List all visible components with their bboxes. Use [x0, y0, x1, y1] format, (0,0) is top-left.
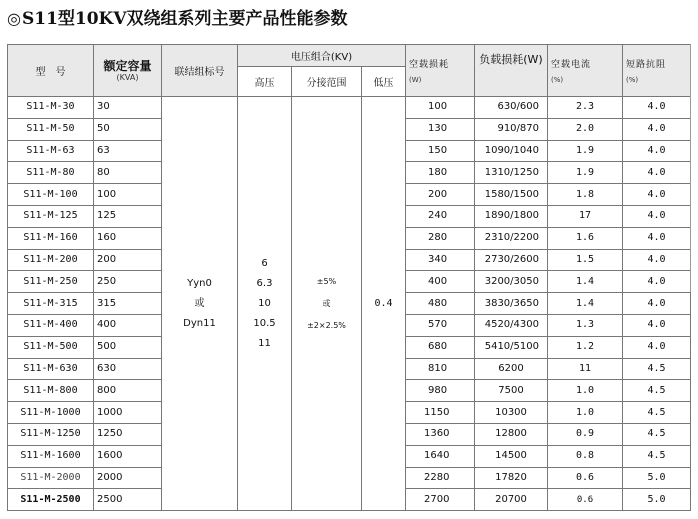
cell-load-loss: 5410/5100 — [475, 336, 548, 358]
cell-impedance: 5.0 — [623, 467, 691, 489]
cell-capacity: 1600 — [94, 445, 162, 467]
cell-capacity: 160 — [94, 227, 162, 249]
cell-impedance: 4.5 — [623, 445, 691, 467]
cell-no-load-loss: 200 — [406, 184, 475, 206]
header-tap-range: 分接范围 — [292, 67, 362, 97]
header-hv: 高压 — [238, 67, 292, 97]
cell-model: S11-M-160 — [8, 227, 94, 249]
cell-no-load-current: 1.5 — [548, 249, 623, 271]
cell-impedance: 4.0 — [623, 97, 691, 119]
cell-load-loss: 4520/4300 — [475, 314, 548, 336]
cell-capacity: 1250 — [94, 423, 162, 445]
cell-no-load-current: 1.9 — [548, 162, 623, 184]
cell-no-load-current: 1.6 — [548, 227, 623, 249]
cell-impedance: 4.0 — [623, 336, 691, 358]
cell-model: S11-M-1000 — [8, 402, 94, 424]
cell-model: S11-M-1250 — [8, 423, 94, 445]
cell-no-load-current: 17 — [548, 205, 623, 227]
cell-no-load-loss: 2280 — [406, 467, 475, 489]
cell-impedance: 4.5 — [623, 423, 691, 445]
cell-impedance: 4.5 — [623, 358, 691, 380]
cell-no-load-loss: 130 — [406, 118, 475, 140]
cell-no-load-current: 1.0 — [548, 380, 623, 402]
cell-no-load-current: 1.0 — [548, 402, 623, 424]
cell-capacity: 1000 — [94, 402, 162, 424]
title-text: S11型10KV双绕组系列主要产品性能参数 — [21, 9, 348, 29]
cell-no-load-loss: 100 — [406, 97, 475, 119]
cell-no-load-loss: 150 — [406, 140, 475, 162]
cell-load-loss: 1090/1040 — [475, 140, 548, 162]
cell-model: S11-M-315 — [8, 293, 94, 315]
cell-impedance: 4.0 — [623, 162, 691, 184]
cell-model: S11-M-500 — [8, 336, 94, 358]
cell-capacity: 2000 — [94, 467, 162, 489]
cell-model: S11-M-2500 — [8, 489, 94, 511]
cell-capacity: 500 — [94, 336, 162, 358]
cell-lv: 0.4 — [362, 97, 406, 511]
cell-no-load-current: 1.4 — [548, 293, 623, 315]
cell-no-load-loss: 680 — [406, 336, 475, 358]
cell-model: S11-M-1600 — [8, 445, 94, 467]
cell-capacity: 630 — [94, 358, 162, 380]
header-capacity: 额定容量 (KVA) — [94, 45, 162, 97]
header-lv: 低压 — [362, 67, 406, 97]
cell-no-load-loss: 1640 — [406, 445, 475, 467]
cell-no-load-current: 1.9 — [548, 140, 623, 162]
cell-load-loss: 12800 — [475, 423, 548, 445]
cell-capacity: 125 — [94, 205, 162, 227]
cell-impedance: 4.0 — [623, 227, 691, 249]
cell-no-load-current: 11 — [548, 358, 623, 380]
cell-no-load-loss: 980 — [406, 380, 475, 402]
cell-model: S11-M-2000 — [8, 467, 94, 489]
cell-impedance: 4.0 — [623, 314, 691, 336]
cell-capacity: 400 — [94, 314, 162, 336]
cell-load-loss: 17820 — [475, 467, 548, 489]
cell-load-loss: 2310/2200 — [475, 227, 548, 249]
cell-no-load-current: 2.3 — [548, 97, 623, 119]
cell-model: S11-M-30 — [8, 97, 94, 119]
cell-no-load-loss: 570 — [406, 314, 475, 336]
cell-model: S11-M-125 — [8, 205, 94, 227]
cell-no-load-current: 1.3 — [548, 314, 623, 336]
divider — [690, 44, 691, 292]
cell-load-loss: 3830/3650 — [475, 293, 548, 315]
cell-model: S11-M-800 — [8, 380, 94, 402]
cell-capacity: 50 — [94, 118, 162, 140]
cell-capacity: 30 — [94, 97, 162, 119]
cell-vector-group: Yyn0 或 Dyn11 — [162, 97, 238, 511]
cell-load-loss: 3200/3050 — [475, 271, 548, 293]
header-model: 型 号 — [8, 45, 94, 97]
cell-no-load-current: 1.4 — [548, 271, 623, 293]
spec-table — [7, 44, 691, 511]
cell-no-load-loss: 480 — [406, 293, 475, 315]
cell-capacity: 315 — [94, 293, 162, 315]
cell-no-load-loss: 1150 — [406, 402, 475, 424]
cell-no-load-current: 0.8 — [548, 445, 623, 467]
cell-no-load-current: 0.6 — [548, 489, 623, 511]
cell-no-load-loss: 810 — [406, 358, 475, 380]
header-no-load-loss: 空载损耗 (W) — [406, 45, 475, 97]
cell-capacity: 2500 — [94, 489, 162, 511]
cell-load-loss: 20700 — [475, 489, 548, 511]
cell-no-load-loss: 2700 — [406, 489, 475, 511]
header-vector-group: 联结组标号 — [162, 45, 238, 97]
header-no-load-current: 空载电流 (%) — [548, 45, 623, 97]
cell-model: S11-M-50 — [8, 118, 94, 140]
header-load-loss: 负载损耗(W) — [475, 45, 548, 97]
cell-impedance: 4.0 — [623, 118, 691, 140]
cell-model: S11-M-63 — [8, 140, 94, 162]
cell-impedance: 4.5 — [623, 380, 691, 402]
cell-impedance: 4.0 — [623, 140, 691, 162]
cell-capacity: 80 — [94, 162, 162, 184]
cell-no-load-loss: 340 — [406, 249, 475, 271]
cell-impedance: 4.0 — [623, 293, 691, 315]
cell-tap-range: ±5% 或 ±2×2.5% — [292, 97, 362, 511]
cell-no-load-current: 0.6 — [548, 467, 623, 489]
cell-capacity: 200 — [94, 249, 162, 271]
table-row — [8, 97, 691, 119]
cell-load-loss: 7500 — [475, 380, 548, 402]
cell-no-load-current: 1.8 — [548, 184, 623, 206]
cell-no-load-current: 1.2 — [548, 336, 623, 358]
cell-load-loss: 10300 — [475, 402, 548, 424]
cell-capacity: 250 — [94, 271, 162, 293]
cell-load-loss: 2730/2600 — [475, 249, 548, 271]
cell-load-loss: 1580/1500 — [475, 184, 548, 206]
header-impedance: 短路抗阻 (%) — [623, 45, 691, 97]
cell-impedance: 4.0 — [623, 184, 691, 206]
cell-load-loss: 910/870 — [475, 118, 548, 140]
cell-impedance: 4.0 — [623, 249, 691, 271]
cell-load-loss: 6200 — [475, 358, 548, 380]
page-title — [7, 4, 348, 29]
cell-capacity: 63 — [94, 140, 162, 162]
cell-impedance: 4.0 — [623, 271, 691, 293]
cell-impedance: 4.5 — [623, 402, 691, 424]
cell-model: S11-M-400 — [8, 314, 94, 336]
cell-load-loss: 1310/1250 — [475, 162, 548, 184]
cell-no-load-loss: 240 — [406, 205, 475, 227]
header-row — [8, 45, 691, 67]
cell-hv: 6 6.3 10 10.5 11 — [238, 97, 292, 511]
cell-model: S11-M-80 — [8, 162, 94, 184]
cell-capacity: 800 — [94, 380, 162, 402]
cell-no-load-current: 0.9 — [548, 423, 623, 445]
cell-no-load-loss: 1360 — [406, 423, 475, 445]
cell-no-load-loss: 400 — [406, 271, 475, 293]
cell-model: S11-M-200 — [8, 249, 94, 271]
cell-model: S11-M-630 — [8, 358, 94, 380]
cell-capacity: 100 — [94, 184, 162, 206]
cell-load-loss: 14500 — [475, 445, 548, 467]
double-circle-icon: ◎ — [7, 9, 21, 28]
cell-no-load-current: 2.0 — [548, 118, 623, 140]
cell-no-load-loss: 180 — [406, 162, 475, 184]
cell-load-loss: 630/600 — [475, 97, 548, 119]
cell-model: S11-M-100 — [8, 184, 94, 206]
cell-impedance: 5.0 — [623, 489, 691, 511]
cell-load-loss: 1890/1800 — [475, 205, 548, 227]
cell-model: S11-M-250 — [8, 271, 94, 293]
cell-impedance: 4.0 — [623, 205, 691, 227]
header-voltage-combo: 电压组合(KV) — [238, 45, 406, 67]
cell-no-load-loss: 280 — [406, 227, 475, 249]
